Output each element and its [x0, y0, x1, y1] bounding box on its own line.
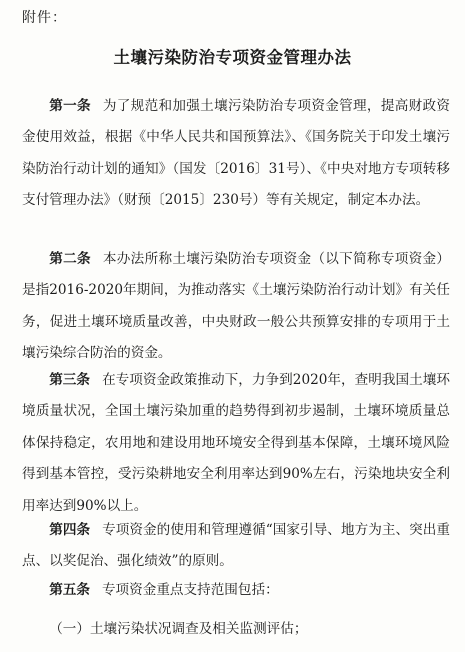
article-5-text: 专项资金重点支持范围包括：	[101, 582, 279, 598]
article-4	[22, 515, 450, 578]
article-2	[22, 244, 450, 370]
list-item: （一）土壤污染状况调查及相关监测评估；	[49, 621, 308, 637]
article-4-label: 第四条	[49, 522, 91, 538]
attachment-label: 附件：	[22, 10, 67, 26]
article-2-text: 本办法所称土壤污染防治专项资金（以下简称专项资金）是指2016-2020年期间，为推动落实《土壤污染防治行动计划》有关任务，促进土壤环境质量改善，中央财政一般公共预算安排的专项用于土壤污染综合防治的资金。	[22, 251, 451, 362]
article-2-label: 第二条	[49, 251, 91, 267]
document-title: 土壤污染防治专项资金管理办法	[113, 48, 352, 67]
article-1-label: 第一条	[49, 98, 91, 114]
article-5-label: 第五条	[49, 582, 90, 598]
article-1-text: 为了规范和加强土壤污染防治专项资金管理，提高财政资金使用效益，根据《中华人民共和国预算法》、《国务院关于印发土壤污染防治行动计划的通知》（国发〔2016〕31号）、《中央对地方专项转移支付管理办法》（财预〔2015〕230号）等有关规定，制定本办法。	[22, 98, 451, 209]
article-1	[22, 91, 450, 217]
article-3-text: 在专项资金政策推动下，力争到2020年，查明我国土壤环境质量状况，全国土壤污染加重的趋势得到初步遏制，土壤环境质量总体保持稳定，农用地和建设用地环境安全得到基本保障，土壤环境风险得到基本管控，受污染耕地安全利用率达到90%左右，污染地块安全利用率达到90%以上。	[22, 372, 451, 514]
article-3-label: 第三条	[49, 372, 91, 388]
article-3	[22, 365, 450, 522]
article-4-text: 专项资金的使用和管理遵循“国家引导、地方为主、突出重点、以奖促治、强化绩效”的原则。	[22, 522, 451, 570]
article-5	[22, 575, 450, 606]
